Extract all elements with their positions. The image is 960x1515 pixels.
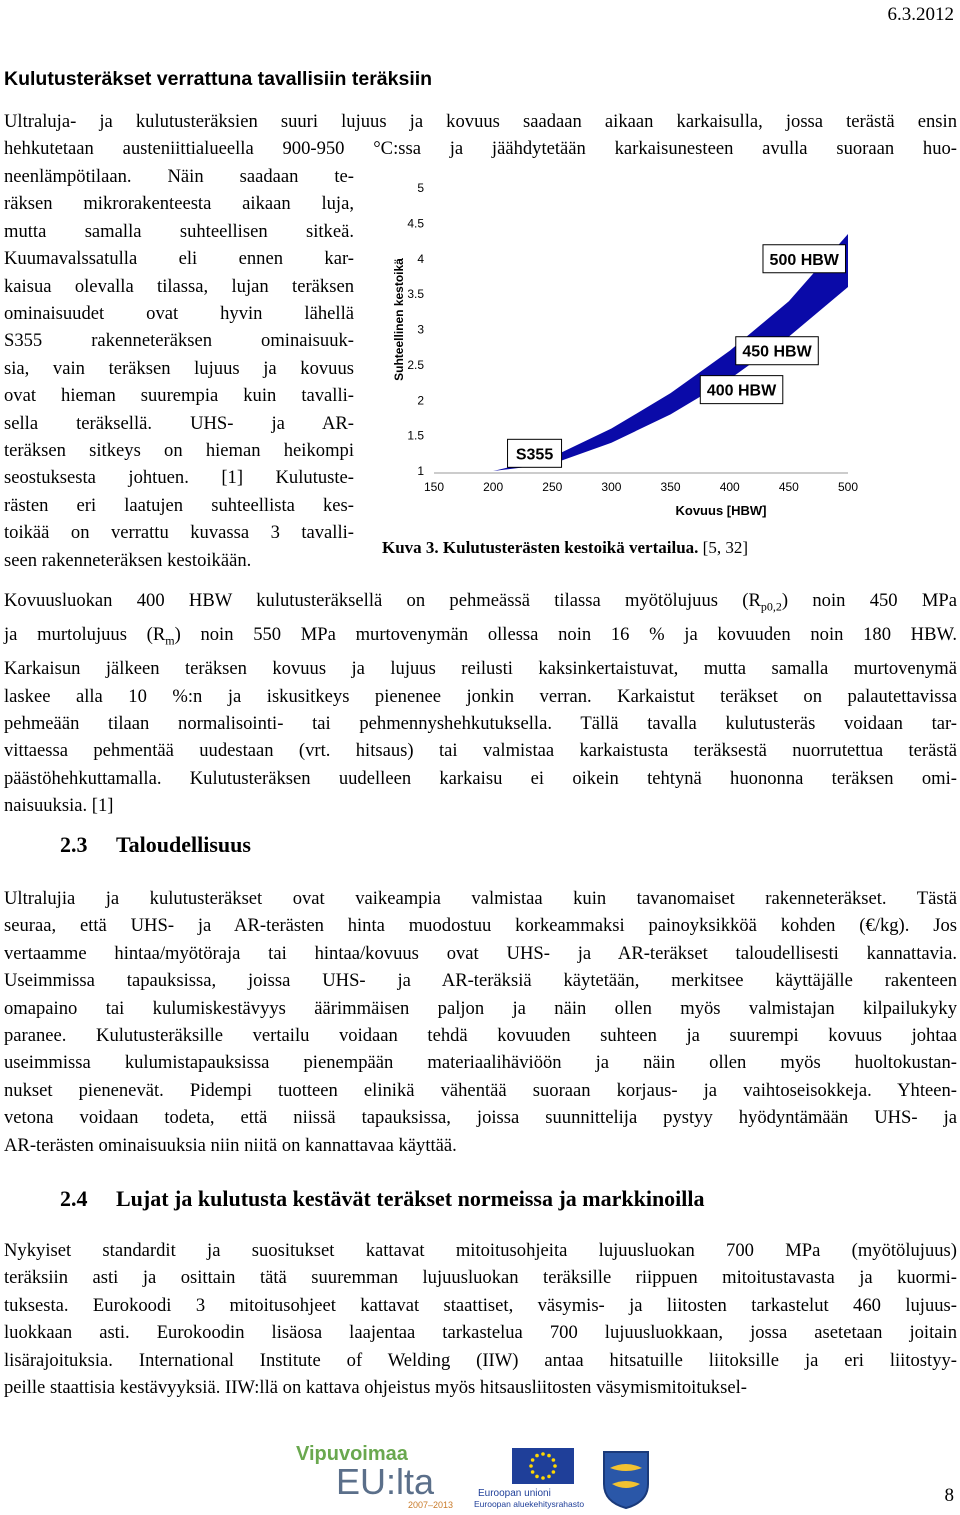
eu-star — [547, 1454, 551, 1458]
text-line: Karkaisun jälkeen teräksen kovuus ja lujuus reilusti kaksinkertaistuvat, mutta samalla murtovenymä — [4, 658, 957, 680]
annotation-label: 400 HBW — [706, 382, 777, 400]
caption-reference: [5, 32] — [698, 538, 748, 557]
y-tick-label: 3.5 — [407, 287, 424, 302]
eu-star — [547, 1475, 551, 1479]
hardness-paragraph — [4, 587, 957, 820]
text-line: kaisua olevalla tilassa, lujan teräksen — [4, 275, 354, 297]
text-line: tuksesta. Eurokoodi 3 mitoitusohjeet kattavat staattiset, väsymis- ja liitosten tarkastelut 460 lujuus- — [4, 1294, 957, 1316]
y-tick-label: 3 — [417, 322, 424, 337]
text-line: paranee. Kulutusteräksille vertailu voidaan tehdä kovuuden suhteen ja suurempi kovuus johtaa — [4, 1025, 957, 1047]
text-line: Ultralujia ja kulutusteräkset ovat vaikeampia valmistaa kuin tavanomaiset rakenneteräkset. Tästä — [4, 888, 957, 909]
text-line: hehkutetaan austeniittialueella 900-950 °C:ssa ja jäähdytetään karkaisunesteen avulla suoraan huo- — [4, 138, 957, 160]
annotation-label: 500 HBW — [769, 251, 839, 269]
text-line: teräksen sitkeys on hieman heikompi — [4, 440, 354, 462]
text-line: Nykyiset standardit ja suositukset kattavat mitoitusohjeita lujuusluokan 700 MPa (myötölujuus) — [4, 1240, 957, 1261]
text-line: useimmissa kulumistapauksissa pienempään materiaalihäviöön ja näin ollen myös huoltokustan- — [4, 1052, 957, 1074]
text-line: lisärajoituksia. International Institute of Welding (IIW) antaa hitsatuille liitoksille ja eri liitostyy- — [4, 1349, 957, 1371]
text-line: luokkaan asti. Eurokoodin lisäosa laajentaa tarkastelua 700 lujuusluokkaan, jossa asetetaan joitain — [4, 1322, 957, 1344]
text-line: AR-terästen ominaisuuksia niin niitä on kannattavaa käyttää. — [4, 1134, 457, 1156]
eu-label: Euroopan unioni — [478, 1488, 551, 1499]
annotation-label: S355 — [515, 446, 554, 464]
intro-paragraph — [4, 108, 957, 163]
eu-star — [541, 1476, 545, 1480]
x-tick-label: 500 — [837, 480, 859, 494]
text-line: seuraa, että UHS- ja AR-terästen hinta muodostuu korkeammaksi painoyksikköä kohden (€/kg). Jos — [4, 915, 957, 937]
caption-label: Kuva 3. Kulutusterästen kestoikä vertailua. — [382, 538, 699, 557]
text-line: räksen mikrorakenteesta aikaan luja, — [4, 193, 354, 215]
text-segment: ) noin 450 MPa — [781, 590, 958, 611]
text-line: pehmeään tilaan normalisointi- tai pehmennyshehkutuksella. Tällä tavalla kulutusteräs voidaan tar- — [4, 713, 957, 735]
eu-star — [535, 1475, 539, 1479]
section-heading-2-4 — [60, 1186, 705, 1212]
text-line: peille staattisia kestävyyksiä. IIW:llä on kattava ohjeistus myös hitsausliitosten väsymismitoituksel- — [4, 1377, 747, 1399]
section-title-comparison: Kulutusteräkset verrattuna tavallisiin teräksiin — [4, 68, 433, 90]
logo-top-text: Vipuvoimaa — [296, 1443, 408, 1465]
text-line: seostuksesta johtuen. [1] Kulutuste- — [4, 467, 354, 489]
subscript: p0,2 — [760, 599, 782, 614]
x-tick-label: 250 — [542, 480, 563, 494]
text-line: vertaamme hintaa/myötöraja tai hintaa/kovuus ovat UHS- ja AR-teräkset taloudellisesti kannattavia. — [4, 942, 957, 964]
eu-star — [553, 1464, 557, 1468]
lifetime-chart — [378, 176, 960, 522]
x-tick-label: 200 — [483, 480, 504, 494]
logo-main-text: EU:lta — [336, 1461, 435, 1502]
y-tick-label: 2 — [417, 393, 424, 408]
section-heading-2-3 — [60, 832, 251, 858]
text-segment: ja murtolujuus (R — [4, 624, 166, 646]
eu-logo — [474, 1448, 594, 1510]
text-line: seen rakenneteräksen kestoikään. — [4, 549, 252, 571]
text-line: toikää on verrattu kuvassa 3 tavalli- — [4, 522, 354, 544]
section-title: Lujat ja kulutusta kestävät teräkset normeissa ja markkinoilla — [116, 1186, 705, 1211]
x-axis-label: Kovuus [HBW] — [675, 503, 767, 518]
text-line: Kuumavalssatulla eli ennen kar- — [4, 248, 354, 270]
vipuvoimaa-logo — [296, 1438, 466, 1510]
annotation-label: 450 HBW — [742, 343, 812, 361]
y-tick-label: 5 — [417, 181, 424, 195]
text-line: Ultraluja- ja kulutusteräksien suuri lujuus ja kovuus saadaan aikaan karkaisulla, jossa terästä ensin — [4, 111, 957, 132]
eu-star — [541, 1452, 545, 1456]
text-line: nukset pienenevät. Pidempi tuotteen elinikä vähentää suoraan korjaus- ja vaihtoseisokkeja. Yhteen- — [4, 1079, 957, 1101]
coat-of-arms — [602, 1450, 650, 1510]
text-line: Useimmissa tapauksissa, joissa UHS- ja AR-teräksiä käytetään, merkitsee käyttäjälle rakenteen — [4, 970, 957, 992]
text-line — [4, 587, 957, 621]
section-number: 2.3 — [60, 832, 88, 857]
economy-paragraph — [4, 885, 957, 1159]
y-tick-label: 2.5 — [407, 357, 424, 372]
text-line: vittaessa pehmentää uudestaan (vrt. hitsaus) tai valmistaa karkaistusta teräksestä nuorrutettua terästä — [4, 740, 957, 762]
subscript: m — [165, 633, 175, 648]
text-line: ominaisuudet ovat hyvin lähellä — [4, 303, 354, 325]
wrapped-paragraph — [4, 163, 354, 574]
y-tick-label: 4.5 — [407, 216, 424, 231]
eu-star — [535, 1454, 539, 1458]
text-line: sella teräksellä. UHS- ja AR- — [4, 412, 354, 434]
text-line: vetona voidaan todeta, että niissä tapauksissa, joissa suunnittelija pystyy hyödyntämään UHS- ja — [4, 1107, 957, 1129]
text-line: naisuuksia. [1] — [4, 795, 114, 817]
x-tick-label: 300 — [601, 480, 622, 494]
eu-fund-label: Euroopan aluekehitysrahasto — [474, 1499, 585, 1509]
y-tick-label: 4 — [417, 251, 424, 266]
x-tick-label: 400 — [719, 480, 740, 494]
section-number: 2.4 — [60, 1186, 88, 1211]
page-number: 8 — [944, 1485, 954, 1506]
logo-years: 2007–2013 — [408, 1500, 454, 1510]
text-line: neenlämpötilaan. Näin saadaan te- — [4, 166, 354, 187]
x-tick-label: 150 — [423, 480, 445, 494]
text-line: mutta samalla suhteellisen sitkeä. — [4, 220, 354, 242]
text-line: sia, vain teräksen lujuus ja kovuus — [4, 357, 354, 379]
text-segment: ) noin 550 MPa murtovenymän ollessa noin 16 % ja kovuuden noin 180 HBW. — [174, 624, 958, 646]
y-axis-label: Suhteellinen kestoikä — [392, 258, 406, 381]
text-line: S355 rakenneteräksen ominaisuuk- — [4, 330, 354, 352]
header-date: 6.3.2012 — [887, 4, 954, 25]
text-line: rästen eri laatujen suhteellista kes- — [4, 494, 354, 516]
standards-paragraph — [4, 1237, 957, 1401]
y-tick-label: 1 — [417, 464, 424, 478]
x-tick-label: 450 — [778, 480, 799, 494]
text-line: päästöhehkuttamalla. Kulutusteräksen uudelleen karkaisu ei oikein tehtynä huononna teräksen omi- — [4, 767, 957, 789]
eu-star — [531, 1458, 535, 1462]
y-tick-label: 1.5 — [407, 428, 424, 443]
text-line — [4, 621, 957, 655]
figure-caption — [382, 538, 748, 558]
text-line: omapaino tai kulumiskestävyys äärimmäisen paljon ja näin ollen myös valmistajan kilpailukyky — [4, 997, 957, 1019]
text-line: teräksiin asti ja osittain tätä suuremman lujuusluokan teräksille riippuen mitoitustavasta ja kuormi- — [4, 1267, 957, 1289]
eu-star — [552, 1470, 556, 1474]
eu-star — [529, 1464, 533, 1468]
text-line: ovat hieman suurempia kuin tavalli- — [4, 385, 354, 407]
x-tick-label: 350 — [660, 480, 681, 494]
section-title: Taloudellisuus — [116, 832, 251, 857]
eu-star — [531, 1470, 535, 1474]
eu-star — [552, 1458, 556, 1462]
text-line: laskee alla 10 %:n ja iskusitkeys pienenee jonkin verran. Karkaistut teräkset on palautettavissa — [4, 685, 957, 707]
text-segment: Kovuusluokan 400 HBW kulutusteräksellä on pehmeässä tilassa myötölujuus (R — [4, 590, 761, 611]
figure-chart — [378, 176, 960, 522]
